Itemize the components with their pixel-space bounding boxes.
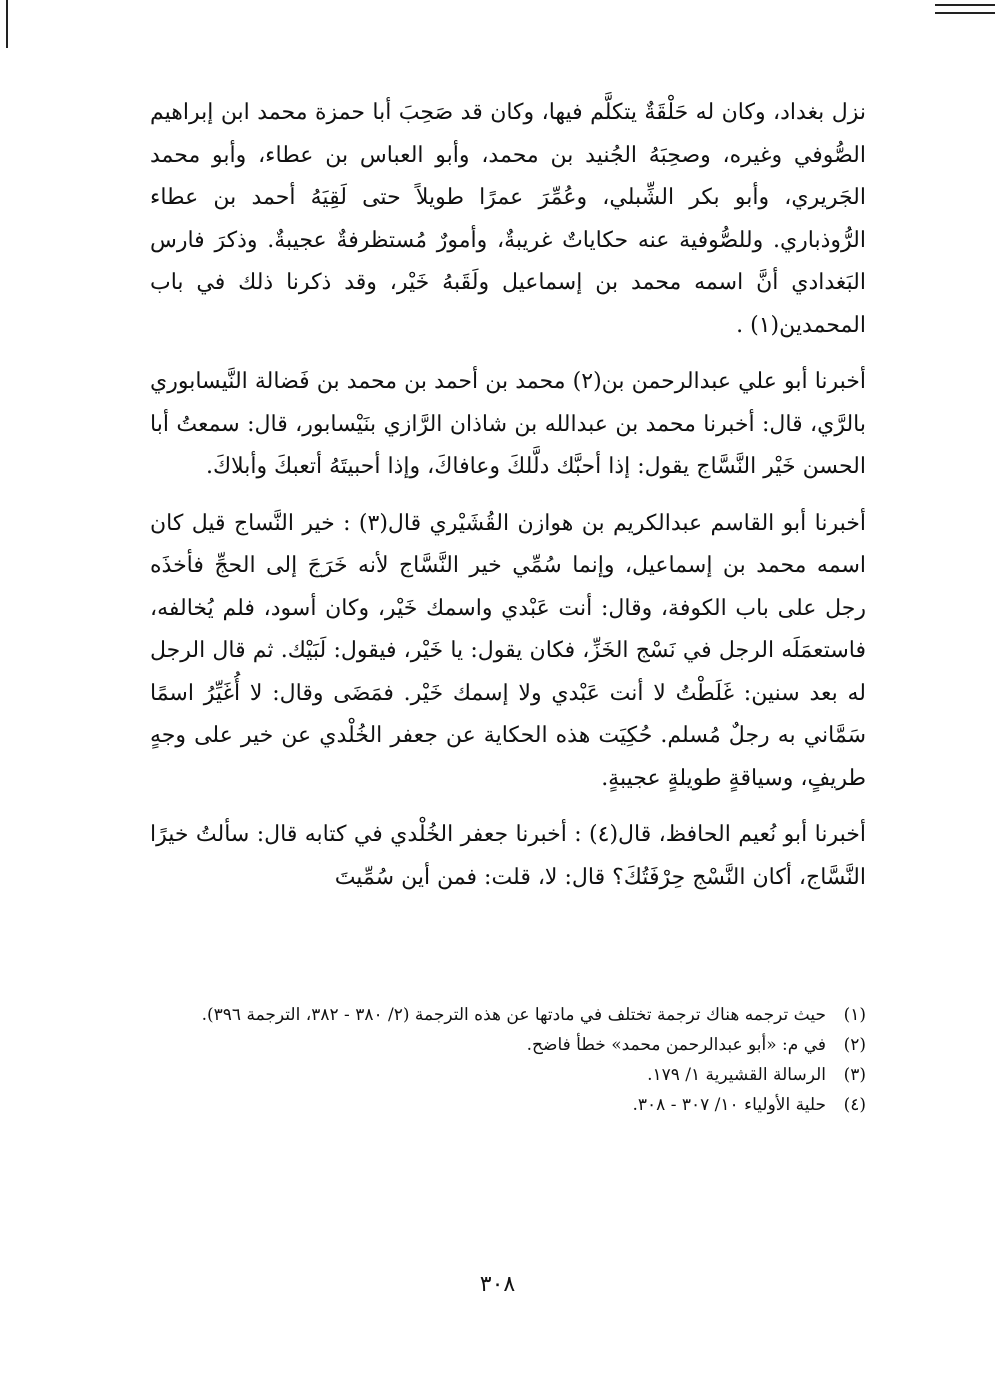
paragraph: نزل بغداد، وكان له حَلْقَةٌ يتكلَّم فيها، وكان قد صَحِبَ أبا حمزة محمد ابن إبراهيم الصُّوفي وغيره، وصحِبَهُ الجُنيد بن محمد، وأبو العباس بن عطاء، وأبو محمد الجَريري، وأبو بكر الشِّبلي، وعُمِّرَ عمرًا طويلاً حتى لَقِيَهُ أحمد بن عطاء الرُّوذباري. وللصُّوفية عنه حكاياتٌ غريبةٌ، وأمورٌ مُستظرفةٌ عجيبةٌ. وذكرَ فارس البَغدادي أنَّ اسمه محمد بن إسماعيل ولَقَبهُ خَيْر، وقد ذكرنا ذلك في باب المحمدين(١) . bbox=[150, 100, 866, 338]
scan-edge-mark bbox=[935, 4, 995, 6]
paragraph: أخبرنا أبو نُعيم الحافظ، قال(٤) : أخبرنا جعفر الخُلْدي في كتابه قال: سألتُ خيرًا النَّسَّاج، أكان النَّسْج حِرْفَتُكَ؟ قال: لا، قلت: فمن أين سُمِّيتَ bbox=[150, 822, 866, 890]
footnote-number: (٤) bbox=[843, 1095, 866, 1115]
footnote bbox=[150, 1000, 866, 1030]
footnote-number: (٣) bbox=[843, 1065, 866, 1085]
footnote bbox=[150, 1090, 866, 1120]
footnote-text: الرسالة القشيرية ١/ ١٧٩. bbox=[647, 1065, 826, 1085]
footnotes bbox=[150, 1000, 866, 1120]
footnote bbox=[150, 1060, 866, 1090]
footnote bbox=[150, 1030, 866, 1060]
paragraph: أخبرنا أبو القاسم عبدالكريم بن هوازن القُشَيْري قال(٣) : خير النَّساج قيل كان اسمه محمد بن إسماعيل، وإنما سُمِّي خير النَّسَّاج لأنه خَرَجَ إلى الحجِّ فأخذَه رجل على باب الكوفة، وقال: أنت عَبْدي واسمك خَيْر، وكان أسود، فلم يُخالفه، فاستعمَلَه الرجل في نَسْج الخَزِّ، فكان يقول: يا خَيْر، فيقول: لَبَيْك. ثم قال الرجل له بعد سنين: غَلَطْتُ لا أنت عَبْدي ولا إسمك خَيْر. فمَضَى وقال: لا أُغَيِّرُ اسمًا سَمَّاني به رجلٌ مُسلم. حُكِيَت هذه الحكاية عن جعفر الخُلْدي عن خير على وجهٍ طريفٍ، وسياقةٍ طويلةٍ عجيبةٍ. bbox=[150, 510, 866, 791]
paragraph: أخبرنا أبو علي عبدالرحمن بن(٢) محمد بن أحمد بن محمد بن فَضالة النَّيسابوري بالرَّي، قال: أخبرنا محمد بن عبدالله بن شاذان الرَّازي بنَيْسابور، قال: سمعتُ أبا الحسن خَيْر النَّسَّاج يقول: إذا أحبَّك دلَّلكَ وعافاكَ، وإذا أحبيتَهُ أتعبكَ وأبلاكَ. bbox=[150, 369, 867, 479]
main-text bbox=[150, 92, 866, 899]
footnote-text: حيث ترجمه هناك ترجمة تختلف في مادتها عن هذه الترجمة (٢/ ٣٨٠ - ٣٨٢، الترجمة ٣٩٦). bbox=[201, 1005, 826, 1025]
footnote-number: (١) bbox=[843, 1005, 866, 1025]
scan-edge-mark bbox=[6, 0, 8, 48]
footnote-number: (٢) bbox=[843, 1035, 866, 1055]
page-number: ٣٠٨ bbox=[479, 1272, 516, 1297]
footnote-text: حلية الأولياء ١٠/ ٣٠٧ - ٣٠٨. bbox=[632, 1095, 826, 1115]
scan-edge-mark bbox=[935, 12, 995, 14]
footnote-text: في م: «أبو عبدالرحمن محمد» خطأ فاضح. bbox=[526, 1035, 826, 1055]
